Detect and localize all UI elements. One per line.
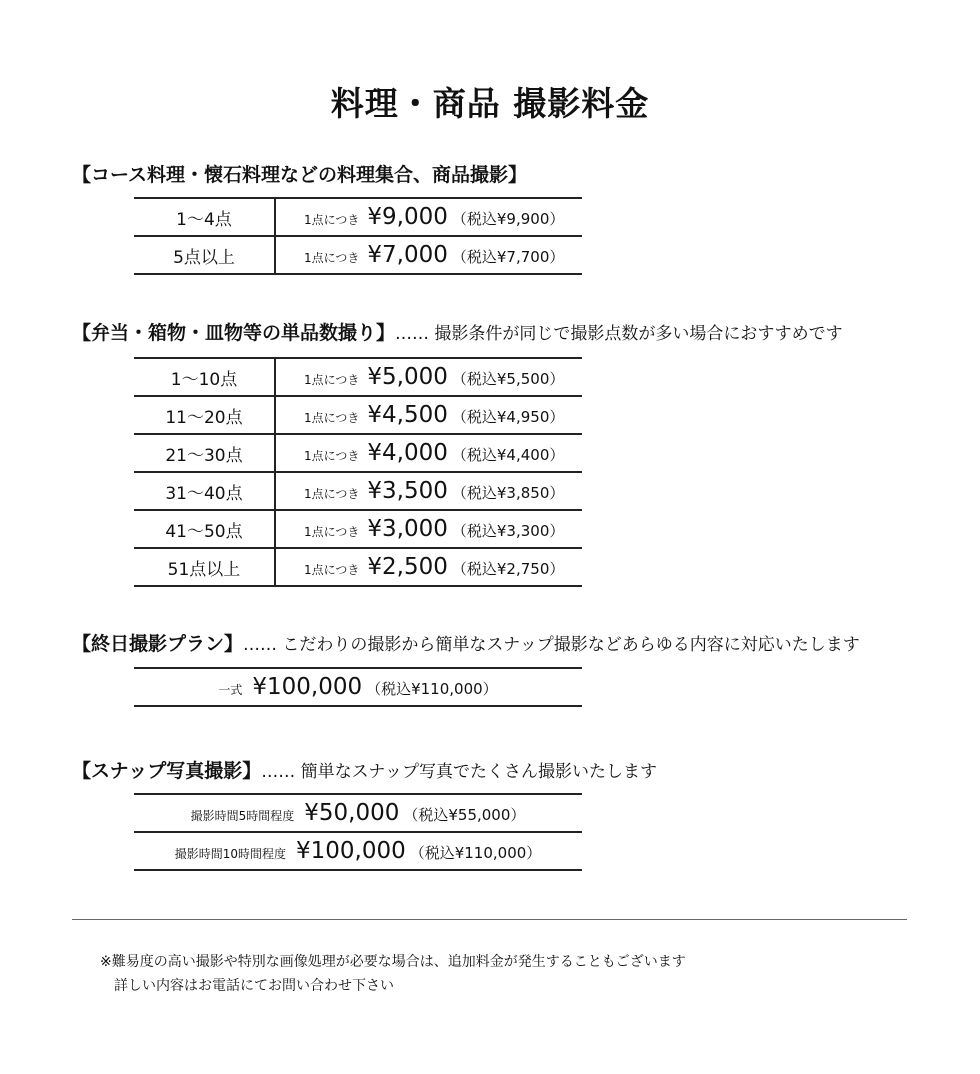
price-cell [275,358,582,396]
section-heading-snap [72,756,657,783]
table-row [134,548,582,586]
unit-label: 1点につき [304,525,360,539]
tax-included: （税込¥3,300） [451,522,565,540]
footnote-line-2: 詳しい内容はお電話にてお問い合わせ下さい [114,978,394,994]
price-cell [275,198,582,236]
price-value: ¥100,000 [295,838,406,864]
section-heading-text: 【スナップ写真撮影】 [72,760,262,782]
price-value: ¥7,000 [367,242,448,268]
section-note: …… こだわりの撮影から簡単なスナップ撮影などあらゆる内容に対応いたします [243,635,860,655]
tax-included: （税込¥2,750） [451,560,565,578]
qty-cell: 31～40点 [134,472,275,510]
price-table-course [134,197,582,275]
price-cell [134,668,582,706]
table-row [134,396,582,434]
tax-included: （税込¥110,000） [409,844,542,862]
price-table-allday [134,667,582,707]
price-value: ¥5,000 [367,364,448,390]
section-note: …… 簡単なスナップ写真でたくさん撮影いたします [261,762,657,782]
price-value: ¥50,000 [304,800,400,826]
price-cell [275,510,582,548]
qty-cell: 5点以上 [134,236,275,274]
qty-cell: 1～10点 [134,358,275,396]
table-row [134,794,582,832]
plan-label: 撮影時間10時間程度 [174,847,286,861]
price-cell [275,472,582,510]
section-heading-text: 【弁当・箱物・皿物等の単品数撮り】 [72,322,396,344]
tax-included: （税込¥5,500） [451,370,565,388]
qty-cell: 51点以上 [134,548,275,586]
footnote [100,950,686,998]
qty-cell: 21～30点 [134,434,275,472]
section-heading-single [72,318,843,345]
section-heading-course [72,160,527,187]
price-cell [275,434,582,472]
price-value: ¥100,000 [252,674,363,700]
divider [72,919,907,920]
table-row [134,434,582,472]
price-cell [275,236,582,274]
tax-included: （税込¥3,850） [451,484,565,502]
unit-label: 1点につき [304,251,360,265]
table-row [134,472,582,510]
section-note: …… 撮影条件が同じで撮影点数が多い場合におすすめです [395,324,843,344]
unit-label: 1点につき [304,213,360,227]
table-row [134,510,582,548]
price-cell [275,396,582,434]
price-cell [134,794,582,832]
section-heading-text: 【終日撮影プラン】 [72,633,244,655]
qty-cell: 1～4点 [134,198,275,236]
table-row [134,358,582,396]
table-row [134,236,582,274]
qty-cell: 41～50点 [134,510,275,548]
tax-included: （税込¥4,400） [451,446,565,464]
unit-label: 1点につき [304,449,360,463]
tax-included: （税込¥7,700） [451,248,565,266]
unit-label: 1点につき [304,411,360,425]
price-value: ¥3,000 [367,516,448,542]
section-heading-text: 【コース料理・懐石料理などの料理集合、商品撮影】 [72,164,528,186]
section-heading-allday [72,629,860,656]
unit-label: 1点につき [304,487,360,501]
price-value: ¥9,000 [367,204,448,230]
unit-label: 1点につき [304,563,360,577]
price-table-single [134,357,582,587]
plan-label: 撮影時間5時間程度 [190,809,295,823]
tax-included: （税込¥110,000） [366,680,498,698]
price-value: ¥4,500 [367,402,448,428]
qty-cell: 11～20点 [134,396,275,434]
tax-included: （税込¥55,000） [403,806,526,824]
table-row [134,198,582,236]
table-row [134,832,582,870]
price-table-snap [134,793,582,871]
table-row [134,668,582,706]
unit-label: 1点につき [304,373,360,387]
price-value: ¥2,500 [367,554,448,580]
plan-label: 一式 [218,683,243,697]
tax-included: （税込¥4,950） [451,408,565,426]
tax-included: （税込¥9,900） [451,210,565,228]
price-cell [134,832,582,870]
footnote-line-1: ※難易度の高い撮影や特別な画像処理が必要な場合は、追加料金が発生することもございます [100,954,686,970]
price-value: ¥4,000 [367,440,448,466]
price-value: ¥3,500 [367,478,448,504]
price-cell [275,548,582,586]
page-title: 料理・商品 撮影料金 [330,84,650,123]
